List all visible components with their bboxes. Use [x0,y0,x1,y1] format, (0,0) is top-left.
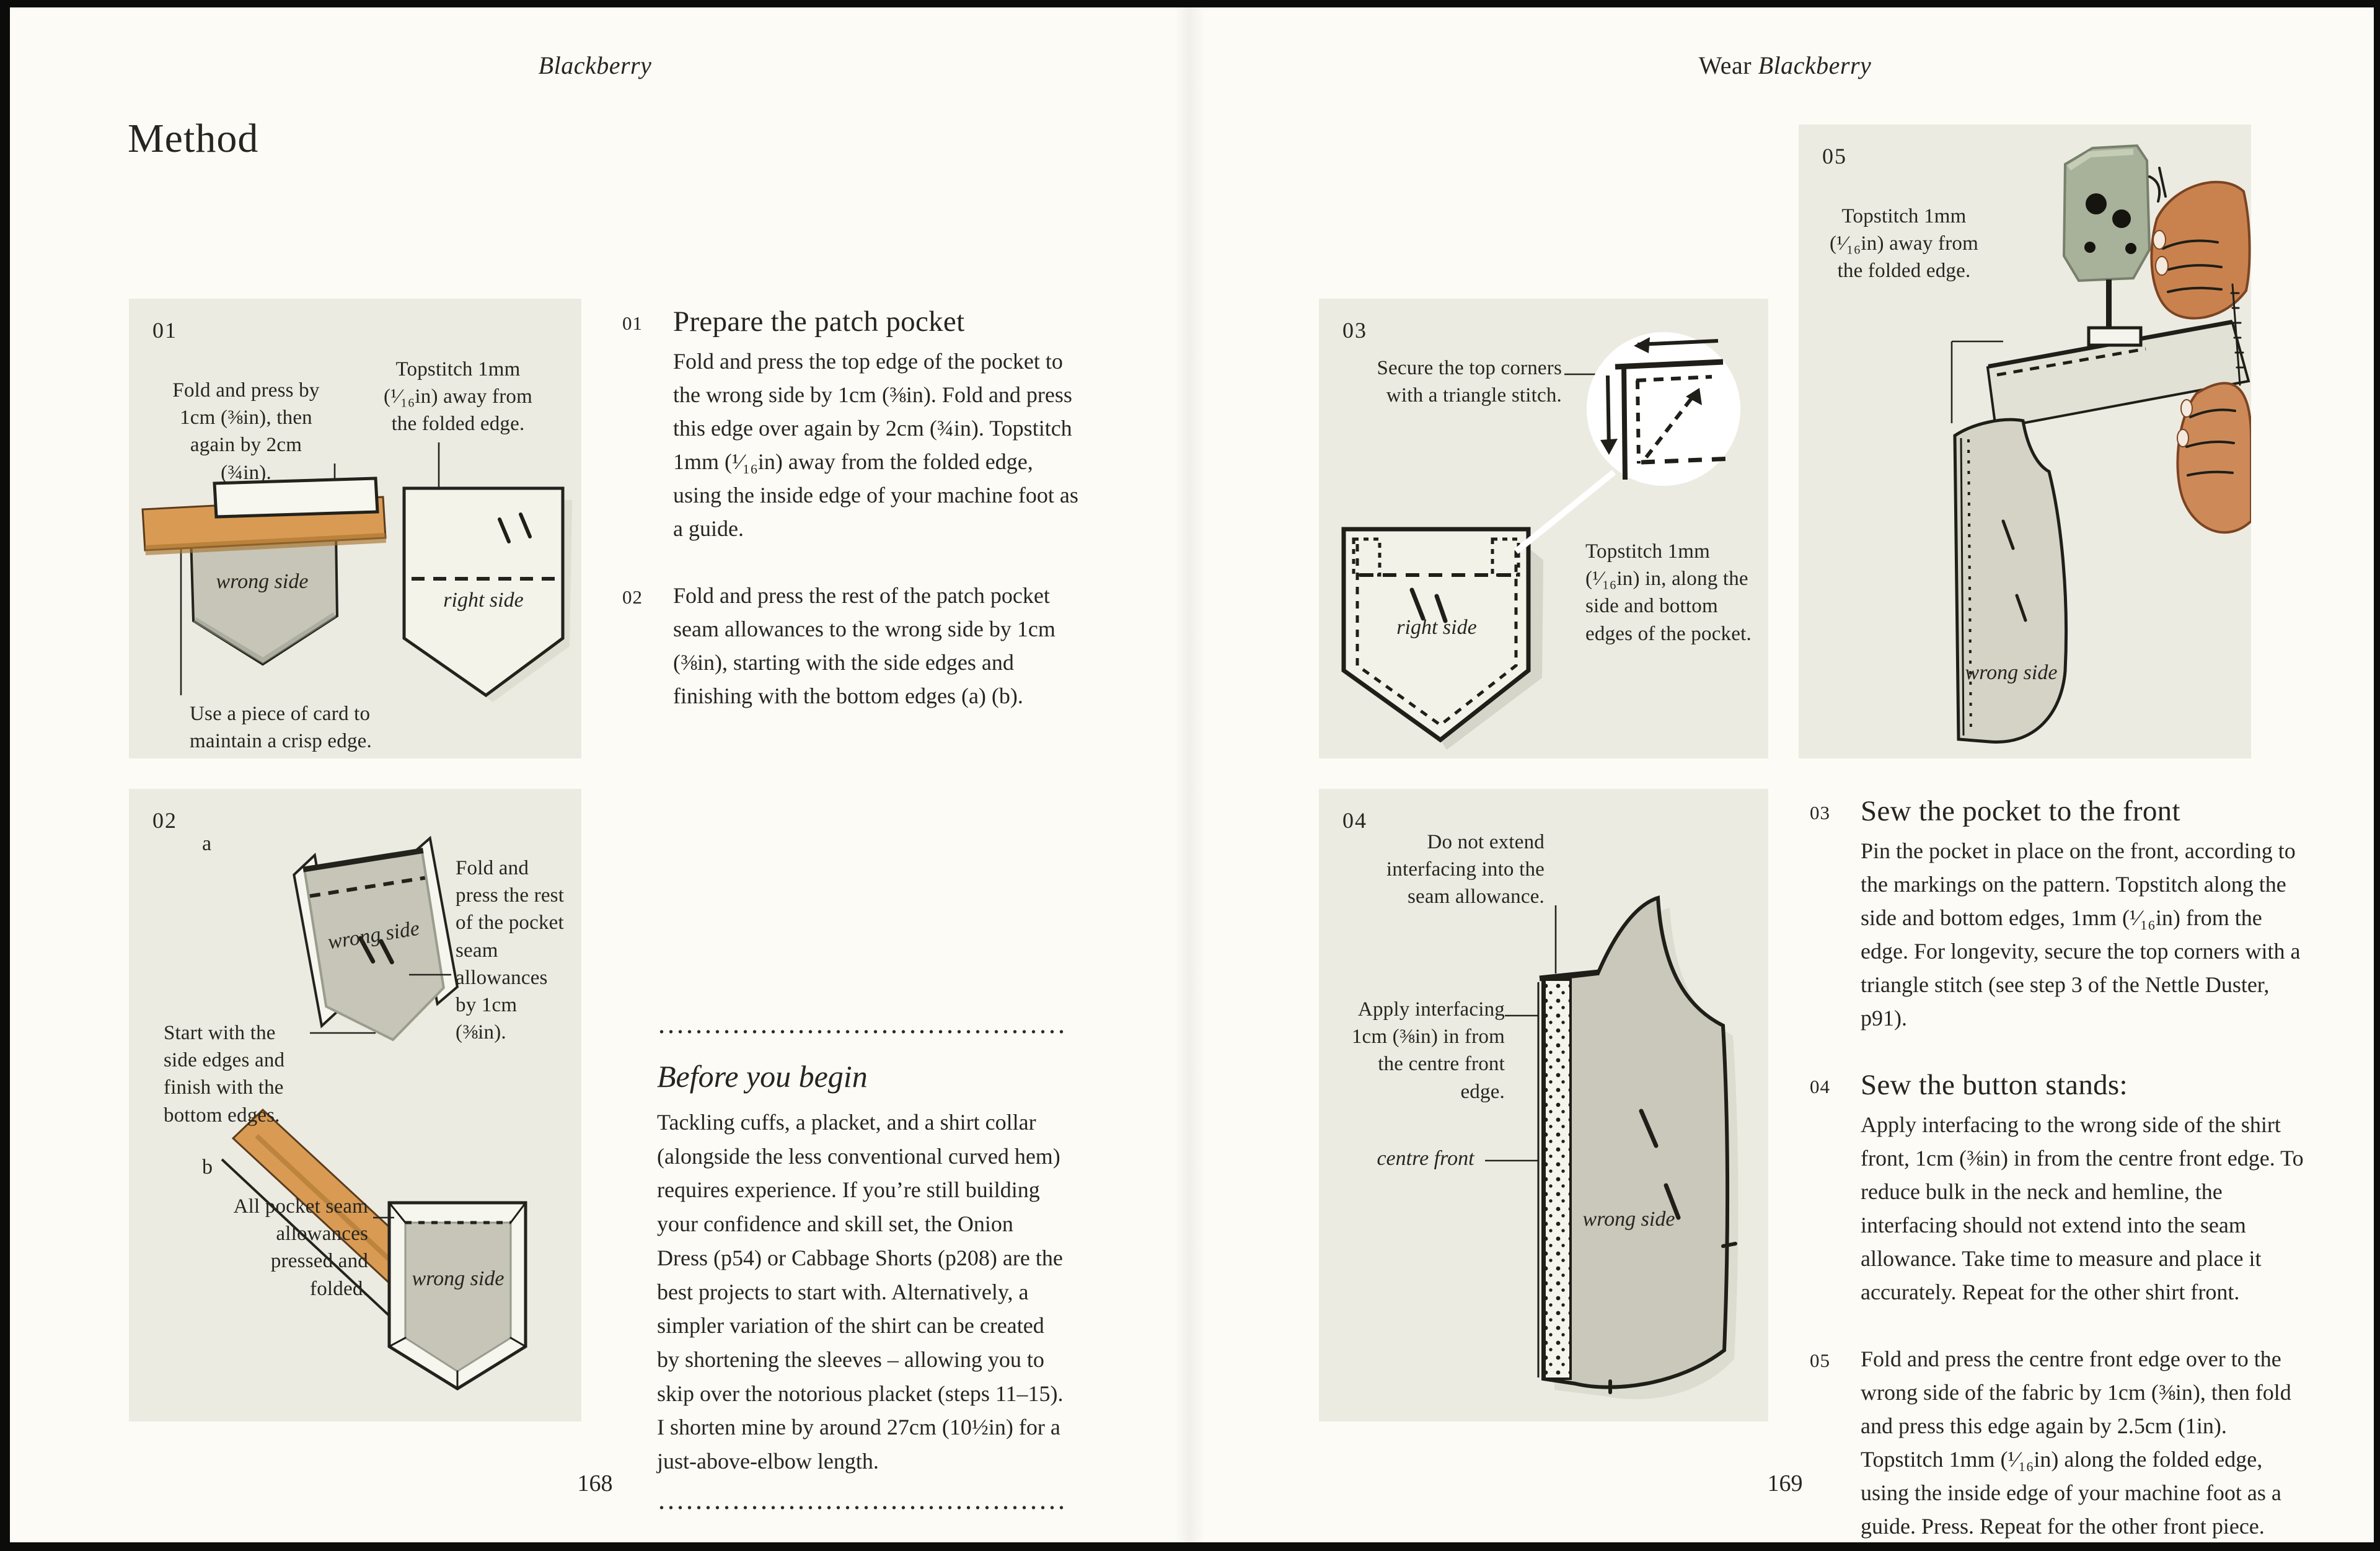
dotted-rule-bottom [657,1506,1066,1509]
page-number-right: 169 [1767,1470,1803,1496]
panel01-number: 01 [152,318,177,343]
step-01-heading: Prepare the patch pocket [673,305,965,338]
before-you-begin [657,1030,1066,1509]
panel01-wrong-side-label: wrong side [216,570,309,593]
panel03-number: 03 [1342,318,1367,343]
step-01-body: Fold and press the top edge of the pocket to the wrong side by 1cm (⅜in). Fold and press this edge over again by 2cm (¾in). Topstitch 1mm (¹⁄₁₆in) away from the folded edge, using the inside edge of your machine foot as a guide. [673,349,1078,541]
running-head-left: Blackberry [538,51,652,79]
panel01-topstitch-label: Topstitch 1mm (¹⁄₁₆in) away from the folded edge. [384,358,532,436]
panel-step-04 [1319,789,1768,1421]
panel04-number: 04 [1342,808,1367,833]
panel02-number: 02 [152,808,177,833]
panel02-start-label: Start with the side edges and finish with the bottom edges. [164,1022,285,1127]
panel05-number: 05 [1822,144,1847,169]
page-gutter [1175,7,1205,1542]
step-02 [622,579,1084,713]
before-body: Tackling cuffs, a placket, and a shirt collar (alongside the less conventional curved hem) requires experience. If you’re still building your confidence and skill set, the Onion Dress (p54) or Cabbage Shorts (p208) are the best projects to start with. Alternatively, a simpler variation of the shirt can be created by shortening the sleeves – allowing you to skip over the notorious placket (steps 11–15). I shorten mine by around 27cm (10½in) for a just-above-elbow length. [657,1110,1064,1474]
panel02-wrong-side-a: wrong side [326,916,421,954]
panel05-wrong-side-label: wrong side [1965,661,2058,684]
panel01-fold-label: Fold and press by 1cm (⅜in), then again by 2cm (¾in). [172,379,320,484]
page-number-left: 168 [577,1470,613,1496]
step-03-body: Pin the pocket in place on the front, according to the markings on the pattern. Topstitch along the side and bottom edges, 1mm (¹⁄₁₆in) from the edge. For longevity, secure the top corners with a triangle stitch (see step 3 of the Nettle Duster, p91). [1861,838,2301,1030]
page-title: Method [128,116,259,161]
panel01-card-label: Use a piece of card to maintain a crisp edge. [190,703,372,753]
panel03-right-side-label: right side [1396,616,1477,639]
panel-step-01 [129,299,581,758]
step-05 [1810,1342,2306,1543]
running-head-right-title: Blackberry [1758,51,1872,79]
panel03-secure-label: Secure the top corners with a triangle stitch. [1377,357,1562,407]
panel05-topstitch-label: Topstitch 1mm (¹⁄₁₆in) away from the folded edge. [1830,205,1978,283]
step-04-heading: Sew the button stands: [1861,1069,2128,1101]
panel02-wrong-side-b: wrong side [412,1267,505,1290]
panel04-wrong-side-label: wrong side [1582,1208,1675,1231]
running-head-right-prefix: Wear [1698,51,1752,79]
step-04-body: Apply interfacing to the wrong side of the shirt front, 1cm (⅜in) in from the centre front edge. To reduce bulk in the neck and hemline, the interfacing should not extend into the seam allowance. Take time to measure and place it accurately. Repeat for the other shirt front. [1861,1112,2304,1304]
panel02-figure-b: b [202,1156,213,1179]
step-05-number: 05 [1810,1350,1830,1371]
step-05-body: Fold and press the centre front edge over to the wrong side of the fabric by 1cm (⅜in), then fold and press this edge again by 2.5cm (1in). Topstitch 1mm (¹⁄₁₆in) along the folded edge, using the inside edge of your machine foot as a guide. Press. Repeat for the other front piece. [1861,1347,2291,1539]
step-02-number: 02 [622,586,643,608]
step-01 [622,305,1084,545]
step-01-number: 01 [622,312,643,334]
step-03 [1810,794,2306,1035]
panel-step-03 [1319,299,1768,758]
dotted-rule-top [657,1030,1066,1034]
step-03-heading: Sew the pocket to the front [1861,795,2180,827]
before-title: Before you begin [657,1059,868,1094]
right-steps-column [1810,794,2306,1551]
panel04-apply-label: Apply interfacing 1cm (⅜in) in from the centre front edge. [1351,998,1505,1103]
panel03-topstitch-label: Topstitch 1mm (¹⁄₁₆in) in, along the side and bottom edges of the pocket. [1585,540,1752,645]
step-04 [1810,1068,2306,1309]
running-head-right [1593,51,1977,80]
panel-step-02 [129,789,581,1421]
panel01-right-side-label: right side [443,589,524,612]
panel02-fold-label: Fold and press the rest of the pocket seam allowances by 1cm (⅜in). [456,857,565,1044]
panel-step-05 [1799,125,2251,758]
left-steps-column [622,305,1084,746]
step-02-body: Fold and press the rest of the patch pocket seam allowances to the wrong side by 1cm (⅜in), starting with the side edges and finishing with the bottom edges (a) (b). [673,583,1056,708]
panel04-interfacing-warning: Do not extend interfacing into the seam allowance. [1386,831,1545,908]
step-04-number: 04 [1810,1076,1830,1097]
step-03-number: 03 [1810,802,1830,824]
panel02-figure-a: a [202,832,212,855]
panel04-centre-front-label: centre front [1377,1147,1474,1170]
panel02-pressed-label: All pocket seam allowances pressed and folded. [233,1195,368,1300]
